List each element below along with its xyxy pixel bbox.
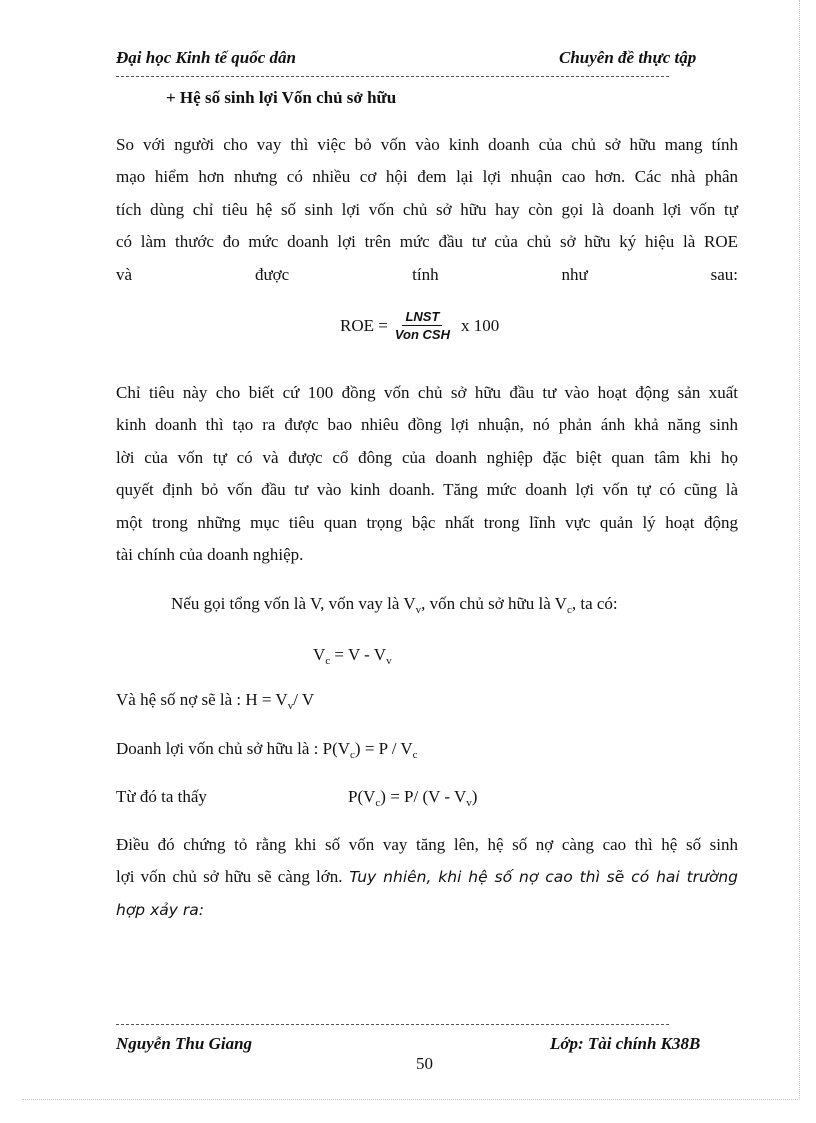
paragraph-line: hợp xảy ra:: [116, 900, 204, 919]
roe-formula: [340, 309, 499, 342]
subscript: c: [350, 749, 355, 761]
intro-text: , ta có:: [571, 594, 618, 613]
debt-ratio-equation: [116, 690, 314, 710]
eq-text: ): [471, 787, 478, 806]
eq-text: Doanh lợi vốn chủ sở hữu là : P(V: [116, 739, 351, 758]
subscript: c: [412, 749, 418, 761]
paragraph-conclusion: [116, 829, 738, 926]
conclusion-equation: [348, 787, 477, 807]
intro-text: Nếu gọi tổng vốn là V, vốn vay là V: [171, 594, 416, 613]
subscript: v: [466, 797, 472, 809]
page-border-bottom: [22, 1099, 800, 1100]
eq-text: = V - V: [330, 645, 387, 664]
footer-author: Nguyễn Thu Giang: [116, 1034, 253, 1053]
page-number: 50: [416, 1054, 433, 1073]
eq-text: / V: [293, 690, 315, 709]
paragraph-line: một trong những mục tiêu quan trọng bậc nhất trong lĩnh vực quản lý hoạt động: [116, 512, 738, 532]
header-report-type: Chuyên đề thực tập: [559, 48, 697, 67]
equity-profit-equation: [116, 739, 418, 759]
paragraph-line: Chỉ tiêu này cho biết cứ 100 đồng vốn chủ sở hữu đầu tư vào hoạt động sản xuất: [116, 383, 738, 402]
roe-fraction: [392, 309, 453, 342]
paragraph-line: quyết định bỏ vốn đầu tư vào kinh doanh. Tăng mức doanh lợi vốn tự có cũng là: [116, 480, 738, 500]
roe-denominator: Von CSH: [394, 327, 450, 342]
equity-equation: [313, 645, 392, 665]
paragraph-roe-intro: [116, 129, 738, 291]
normal-text: lợi vốn chủ sở hữu sẽ càng lớn.: [116, 867, 343, 887]
paragraph-line: và được tính như sau:: [116, 264, 738, 284]
header-university: Đại học Kinh tế quốc dân: [116, 48, 296, 67]
eq-text: ) = P / V: [354, 739, 413, 758]
eq-text: P(V: [348, 787, 376, 806]
paragraph-line: Điều đó chứng tỏ rằng khi số vốn vay tăng lên, hệ số nợ càng cao thì hệ số sinh: [116, 835, 738, 854]
conclusion-label: Từ đó ta thấy: [116, 787, 207, 806]
paragraph-line-mixed: [116, 861, 738, 893]
paragraph-roe-meaning: [116, 377, 738, 571]
subscript: v: [386, 655, 392, 667]
subscript: v: [415, 604, 422, 616]
roe-numerator: LNST: [402, 309, 442, 326]
paragraph-line: kinh doanh thì tạo ra được bao nhiêu đồng lợi nhuận, nó phản ánh khả năng sinh: [116, 415, 738, 435]
roe-formula-lhs: ROE =: [340, 315, 388, 335]
italic-text: Tuy nhiên, khi hệ số nợ cao thì sẽ có hai trường: [342, 868, 739, 887]
footer-divider: [116, 1024, 669, 1025]
paragraph-line: mạo hiểm hơn nhưng có nhiều cơ hội đem lại lợi nhuận cao hơn. Các nhà phân: [116, 167, 738, 187]
page-border-right: [799, 0, 800, 1100]
header-divider: [116, 76, 669, 77]
paragraph-line: tài chính của doanh nghiệp.: [116, 545, 304, 565]
intro-text: , vốn chủ sở hữu là V: [421, 594, 567, 613]
eq-text: Và hệ số nợ sẽ là : H = V: [116, 690, 288, 709]
definitions-intro: [171, 594, 618, 614]
roe-multiplier: x 100: [460, 315, 500, 335]
eq-text: ) = P/ (V - V: [380, 787, 467, 806]
subscript: c: [375, 797, 381, 809]
subscript: c: [566, 604, 572, 616]
footer-class: Lớp: Tài chính K38B: [550, 1034, 701, 1053]
paragraph-line: lời của vốn tự có và được cổ đông của doanh nghiệp đặc biệt quan tâm khi họ: [116, 447, 738, 467]
subscript: v: [287, 700, 294, 712]
paragraph-line: có làm thước đo mức doanh lợi trên mức đầu tư của chủ sở hữu ký hiệu là ROE: [116, 232, 738, 252]
eq-text: V: [313, 645, 326, 664]
section-title: + Hệ số sinh lợi Vốn chủ sở hữu: [166, 88, 397, 107]
paragraph-line: tích dùng chỉ tiêu hệ số sinh lợi vốn chủ sở hữu hay còn gọi là doanh lợi vốn tự: [116, 199, 738, 219]
subscript: c: [325, 655, 331, 667]
paragraph-line: So với người cho vay thì việc bỏ vốn vào kinh doanh của chủ sở hữu mang tính: [116, 135, 738, 154]
